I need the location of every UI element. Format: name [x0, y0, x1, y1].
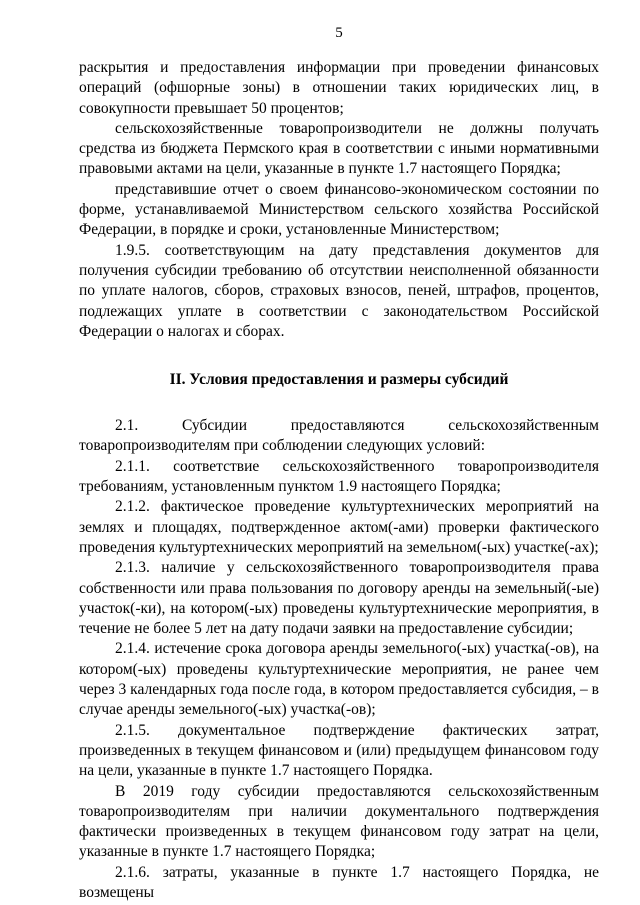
section-heading: II. Условия предоставления и размеры субсидий: [169, 371, 509, 389]
paragraph: 1.9.5. соответствующим на дату представления документов для получения субсидии требованию об отсутствии неисполненной обязанности по уплате налогов, сборов, страховых взносов, пеней, штрафов, процентов, подлежащих уплате в соответствии с законодательством Российской Федерации о налогах и сборах.: [79, 241, 599, 340]
paragraph: 2.1.6. затраты, указанные в пункте 1.7 настоящего Порядка, не возмещены: [79, 863, 599, 901]
page-number: 5: [335, 25, 343, 41]
paragraph: 2.1.4. истечение срока договора аренды земельного(-ых) участка(-ов), на котором(-ых) проведены культуртехнические мероприятия, не ранее чем через 3 календарных года после года, в котором предоставляется субсидия, – в случае аренды земельного(-ых) участка(-ов);: [79, 640, 599, 719]
paragraph: представившие отчет о своем финансово-экономическом состоянии по форме, устанавливаемой Министерством сельского хозяйства Российской Федерации, в порядке и сроки, установленные Министерством;: [79, 180, 599, 239]
paragraph: 2.1.3. наличие у сельскохозяйственного товаропроизводителя права собственности или права пользования по договору аренды на земельный(-ые) участок(-ки), на котором(-ых) проведены культуртехнические мероприятия, в течение не более 5 лет на дату подачи заявки на предоставление субсидии;: [79, 559, 599, 638]
paragraph: 2.1.1. соответствие сельскохозяйственного товаропроизводителя требованиям, установленным пунктом 1.9 настоящего Порядка;: [79, 457, 599, 496]
paragraph: В 2019 году субсидии предоставляются сельскохозяйственным товаропроизводителям при наличии документального подтверждения фактически произведенных в текущем финансовом году затрат на цели, указанные в пункте 1.7 настоящего Порядка;: [79, 782, 599, 861]
text-block-after: [79, 416, 599, 903]
paragraph: 2.1.2. фактическое проведение культуртехнических мероприятий на землях и площадях, подтвержденное актом(-ами) проверки фактического проведения культуртехнических мероприятий на земельном(-ых) участке(-ах);: [79, 498, 599, 556]
paragraph: 2.1. Субсидии предоставляются сельскохозяйственным товаропроизводителям при соблюдении следующих условий:: [79, 417, 599, 455]
paragraph: сельскохозяйственные товаропроизводители не должны получать средства из бюджета Пермского края в соответствии с иными нормативными правовыми актами на цели, указанные в пункте 1.7 настоящего Порядка;: [79, 119, 599, 178]
paragraph: 2.1.5. документальное подтверждение фактических затрат, произведенных в текущем финансовом и (или) предыдущем финансовом году на цели, указанные в пункте 1.7 настоящего Порядка.: [79, 721, 599, 780]
paragraph: раскрытия и предоставления информации при проведении финансовых операций (офшорные зоны) в отношении таких юридических лиц, в совокупности превышает 50 процентов;: [79, 59, 599, 117]
text-block-before: [79, 58, 599, 342]
